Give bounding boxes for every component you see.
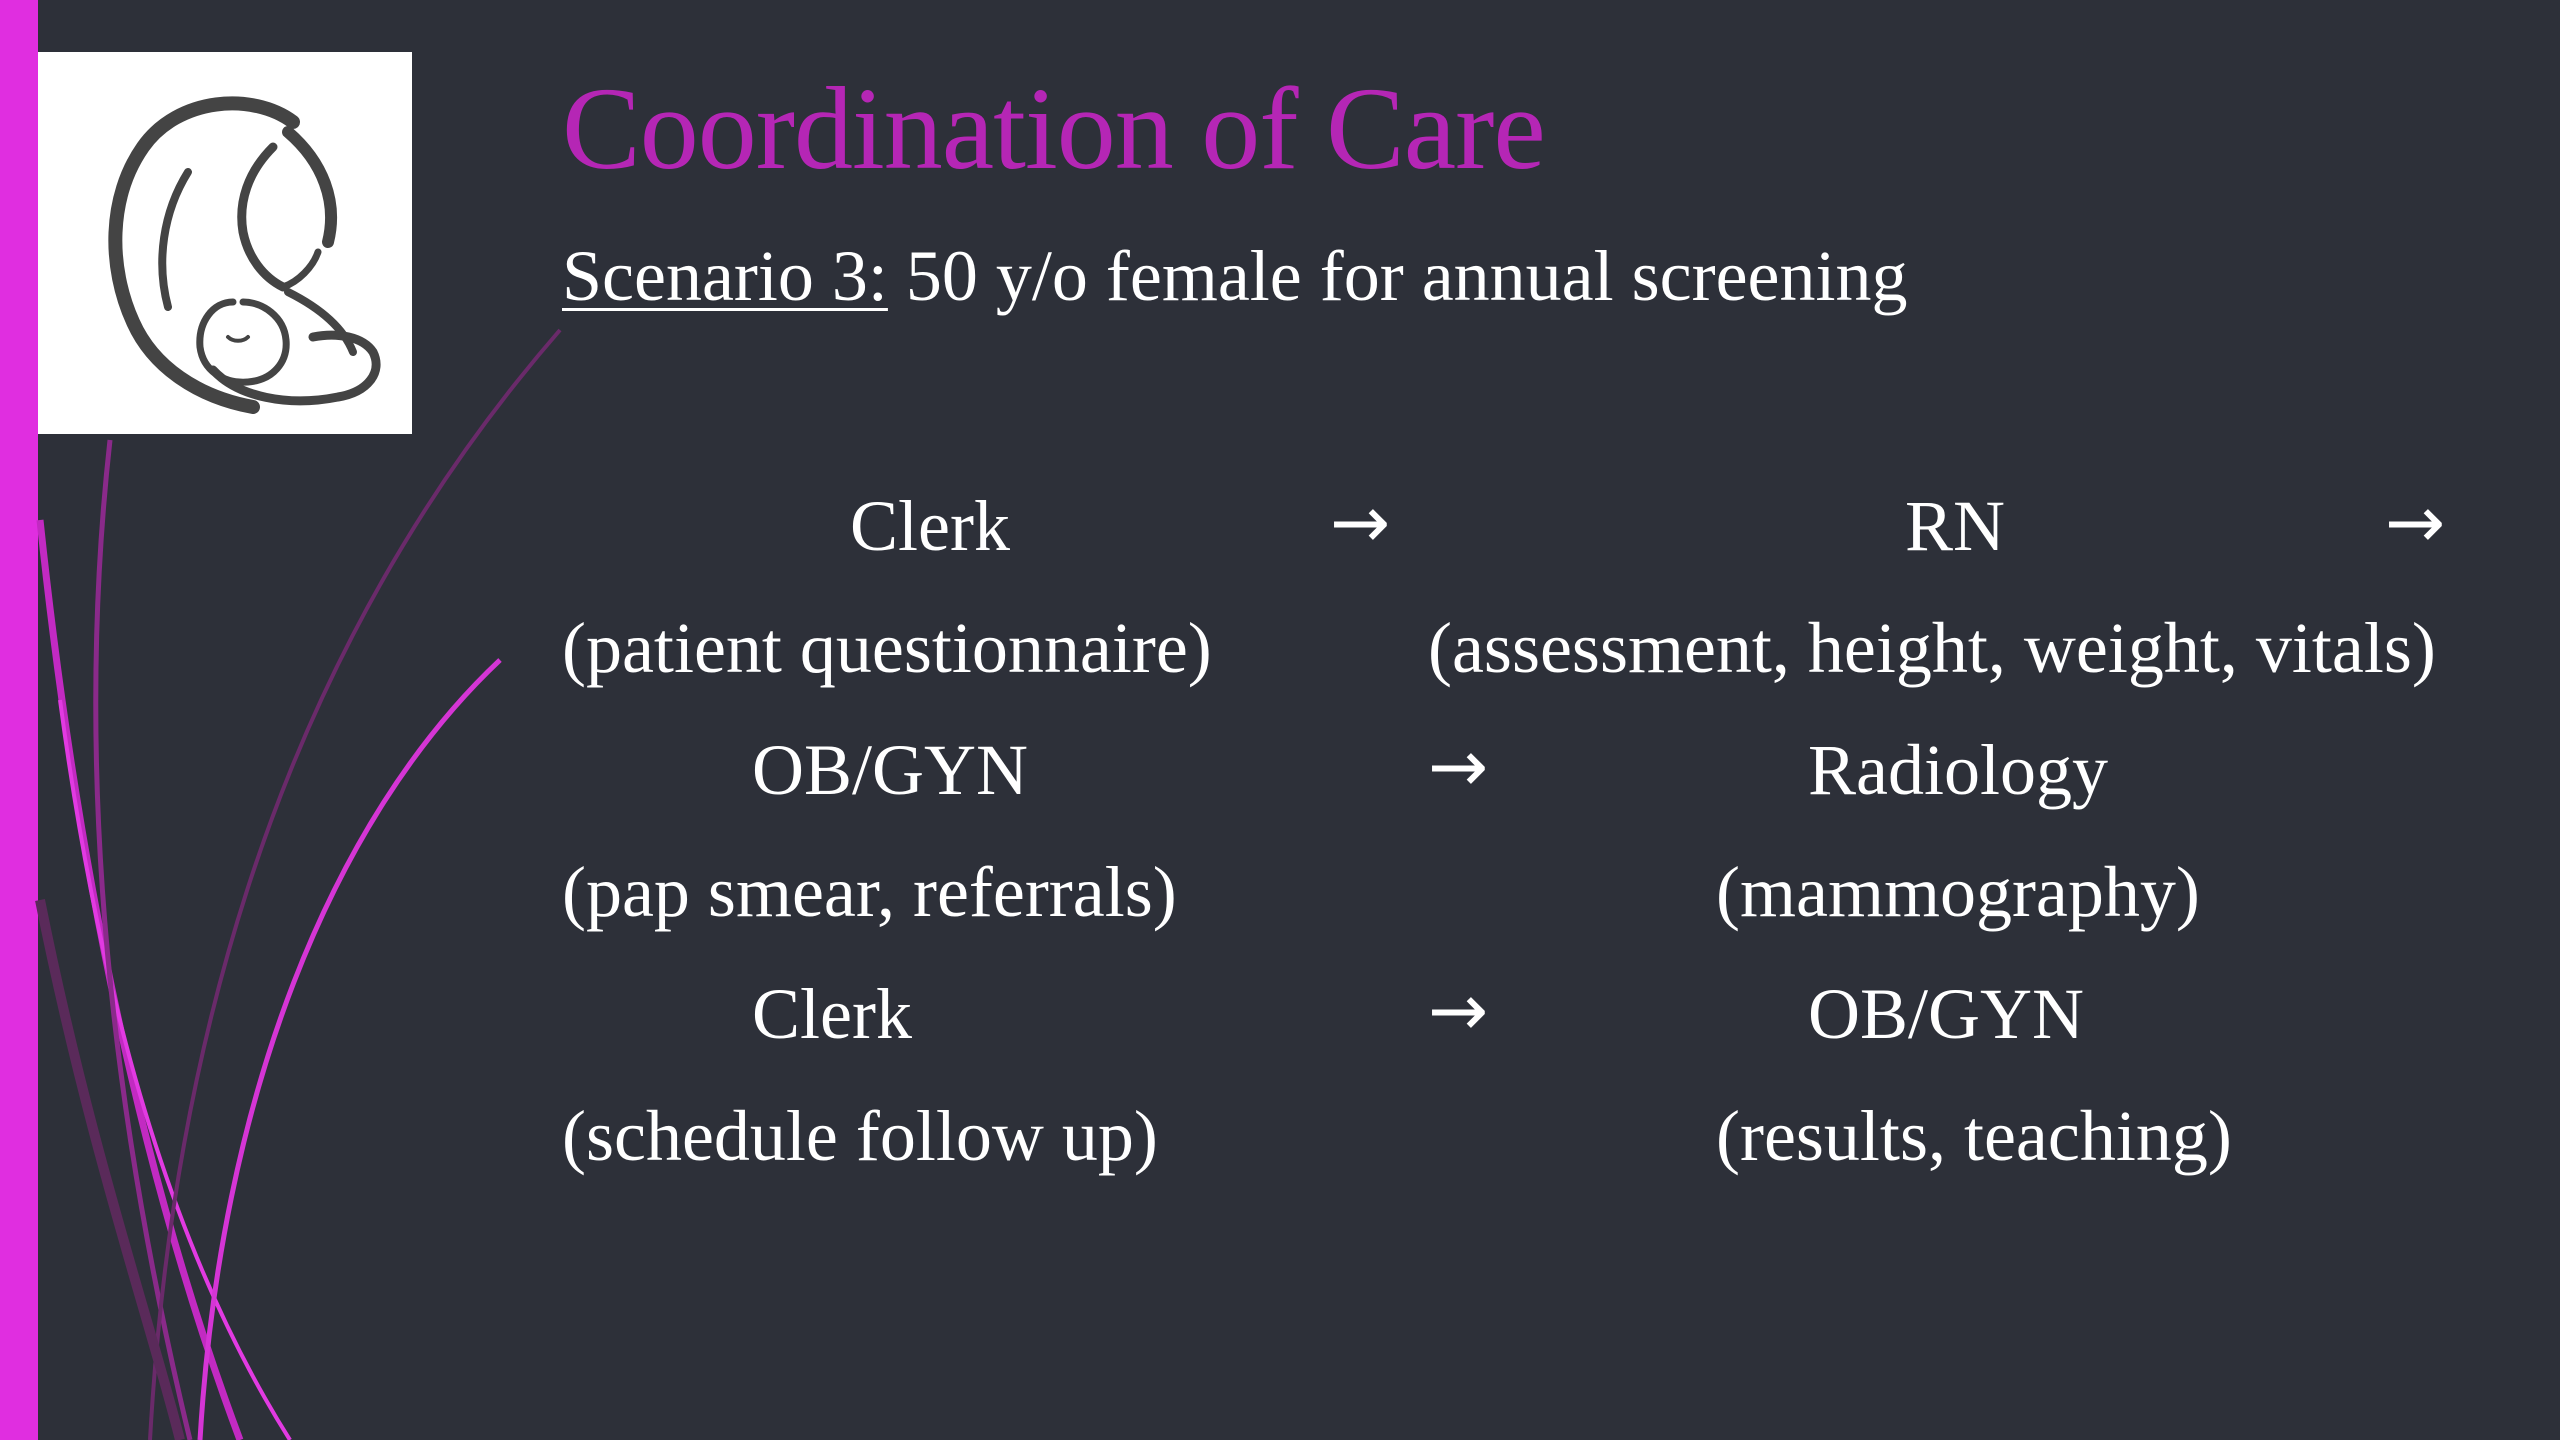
row2-right-detail: (mammography) xyxy=(1716,852,2200,932)
logo xyxy=(38,52,412,434)
row2-right-role: Radiology xyxy=(1808,730,2108,810)
row1-right-detail: (assessment, height, weight, vitals) xyxy=(1428,608,2436,688)
row3-right-detail: (results, teaching) xyxy=(1716,1096,2232,1176)
scenario-label: Scenario 3: xyxy=(562,236,888,316)
row1-right-role: RN xyxy=(1905,486,2006,566)
arrow-right-icon: → xyxy=(1428,968,1489,1052)
scenario-description: 50 y/o female for annual screening xyxy=(887,236,1908,316)
slide-subtitle xyxy=(562,236,1908,316)
slide-title: Coordination of Care xyxy=(562,63,1545,194)
row3-right-role: OB/GYN xyxy=(1808,974,2085,1054)
mother-and-baby-logo-icon xyxy=(38,52,412,434)
arrow-right-icon: → xyxy=(1330,480,1391,564)
row1-left-role: Clerk xyxy=(850,486,1010,566)
arrow-right-icon: → xyxy=(2385,480,2446,564)
row2-left-detail: (pap smear, referrals) xyxy=(562,852,1177,932)
row2-left-role: OB/GYN xyxy=(752,730,1029,810)
row3-left-detail: (schedule follow up) xyxy=(562,1096,1158,1176)
row3-left-role: Clerk xyxy=(752,974,912,1054)
arrow-right-icon: → xyxy=(1428,724,1489,808)
row1-left-detail: (patient questionnaire) xyxy=(562,608,1212,688)
